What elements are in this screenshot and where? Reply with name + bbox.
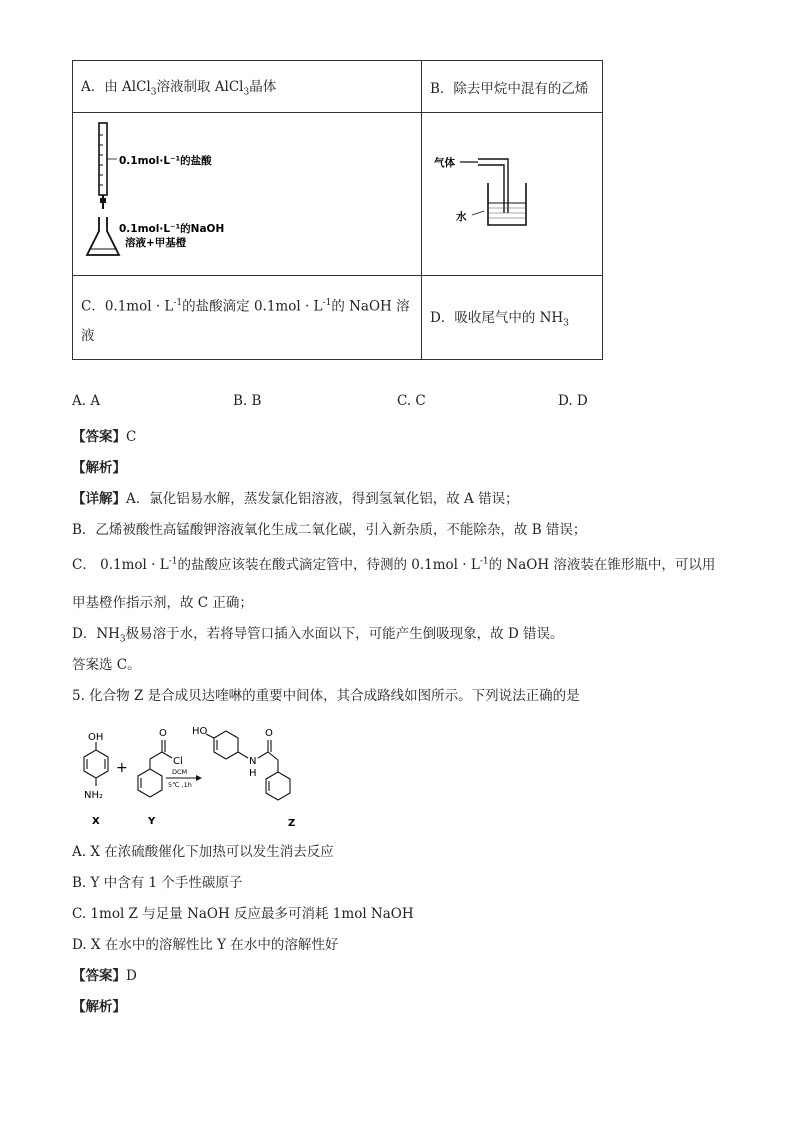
option-c-cell: C．$0.1mol \cdot L^{-1}$的盐酸滴定 $0.1mol \cdot L^{-1}$的 NaOH 溶 液 [73,276,422,360]
y-o-label: O [159,728,167,739]
detail-c-line2: 甲基橙作指示剂，故 C 正确； [72,595,253,611]
option-b-cell: B．除去甲烷中混有的乙烯 [422,61,603,113]
compound-x-structure [84,742,108,786]
detail-b: B．乙烯被酸性高锰酸钾溶液氧化生成二氧化碳，引入新杂质，不能除杂，故 B 错误； [72,522,587,538]
q5-option-c: C. 1mol Z 与足量 NaOH 反应最多可消耗 1mol NaOH [72,906,414,922]
compound-z-structure [206,731,290,800]
answer-5: 【答案】D [72,968,137,984]
z-n-label: N [249,756,257,767]
detail-c-line1: C． $0.1mol \cdot L^{-1}$的盐酸应该装在酸式滴定管中，待测的 $0.1mol \cdot L^{-1}$的 NaOH 溶液装在锥形瓶中，可以用 [72,556,716,573]
q5-option-b: B. Y 中含有 1 个手性碳原子 [72,875,243,891]
answer-4: 【答案】C [72,429,137,445]
option-d-cell: D．吸收尾气中的 $NH_3$ [422,276,603,360]
plus-sign: + [116,760,128,776]
analysis-4-label: 【解析】 [72,460,126,476]
compound-y-structure [138,740,172,797]
base-label-line2: 溶液+甲基橙 [125,237,187,249]
x-label: X [92,816,100,827]
ammonia-absorption-figure [422,113,602,271]
y-cl-label: Cl [173,756,183,767]
titration-figure-cell [73,113,422,276]
base-label-line1: 0.1mol·L⁻¹的NaOH [119,223,225,235]
titration-apparatus-figure [73,113,421,271]
question-4-table [72,60,603,360]
option-b: B. B [233,393,262,409]
x-nh2-label: NH₂ [84,790,104,801]
condition-bottom: 5℃ ,1h [168,781,192,789]
option-d: D. D [558,393,588,409]
question-5-stem: 5. 化合物 Z 是合成贝达喹啉的重要中间体，其合成路线如图所示。下列说法正确的是 [72,688,580,704]
option-a: A. A [72,393,101,409]
z-h-label: H [249,768,257,779]
analysis-5-label: 【解析】 [72,999,126,1015]
q5-option-a: A. X 在浓硫酸催化下加热可以发生消去反应 [72,844,334,860]
y-label: Y [148,816,156,827]
q5-option-d: D. X 在水中的溶解性比 Y 在水中的溶解性好 [72,937,339,953]
water-label: 水 [456,211,467,223]
z-label: Z [288,818,296,829]
acid-label: 0.1mol·L⁻¹的盐酸 [119,155,212,167]
option-a-cell: A．由 AlCl$_3$溶液制取 AlCl$_3$晶体 [73,61,422,113]
z-ho-label: HO [192,726,208,737]
z-o-label: O [265,728,273,739]
detail-d: D．$NH_3$极易溶于水，若将导管口插入水面以下，可能产生倒吸现象，故 D 错误。 [72,626,564,645]
absorption-figure-cell [422,113,603,276]
option-c: C. C [397,393,426,409]
answer-choice: 答案选 C。 [72,657,141,673]
x-oh-label: OH [88,732,104,743]
detail-a: 【详解】A．氯化铝易水解，蒸发氯化铝溶液，得到氢氧化铝，故 A 错误； [72,491,519,507]
reaction-scheme [72,712,332,832]
condition-top: DCM [172,768,188,776]
gas-label: 气体 [434,157,455,169]
